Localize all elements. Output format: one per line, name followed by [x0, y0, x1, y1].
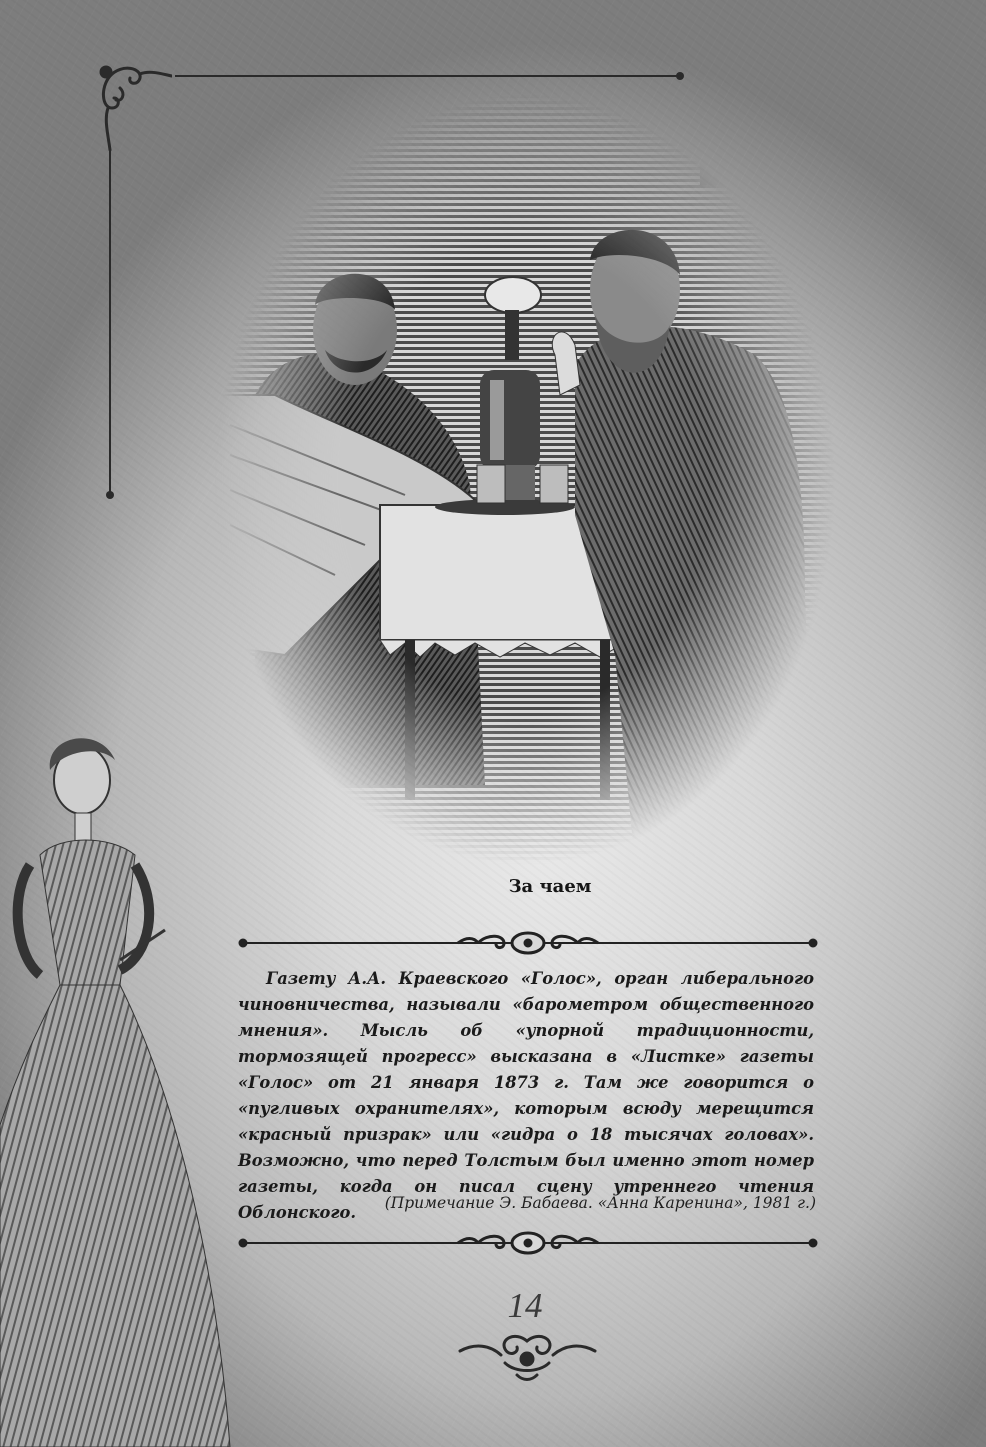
page-number: 14	[507, 1286, 543, 1325]
ornamental-divider-bottom	[238, 1231, 818, 1255]
engraving-tea-scene	[215, 95, 835, 865]
corner-flourish-ornament	[92, 58, 172, 158]
frame-top-line	[175, 75, 680, 77]
editorial-note-text: Газету А.А. Краевского «Голос», орган либерального чиновничества, называли «барометром общественного мнения». Мысль об «упорной традиционности, тормозящей прогресс» высказана в «Листке» газеты «Голос» от 21 января 1873 г. Там же говорится о «пугливых охранителях», которым всюду мерещится «красный призрак» или «гидра о 18 тысячах головах». Возможно, что перед Толстым был именно этот номер газеты, когда он писал сцену утреннего чтения Облонского.	[238, 969, 814, 1222]
frame-dot-top	[676, 72, 684, 80]
note-source-attribution: (Примечание Э. Бабаева. «Анна Каренина», 1981 г.)	[384, 1194, 816, 1212]
illustration-caption: За чаем	[508, 876, 592, 897]
frame-dot-left	[106, 491, 114, 499]
frame-left-line	[109, 150, 111, 495]
victorian-lady-illustration	[0, 725, 235, 1447]
ornamental-divider-top	[238, 931, 818, 955]
page-bottom-ornament	[455, 1331, 600, 1381]
